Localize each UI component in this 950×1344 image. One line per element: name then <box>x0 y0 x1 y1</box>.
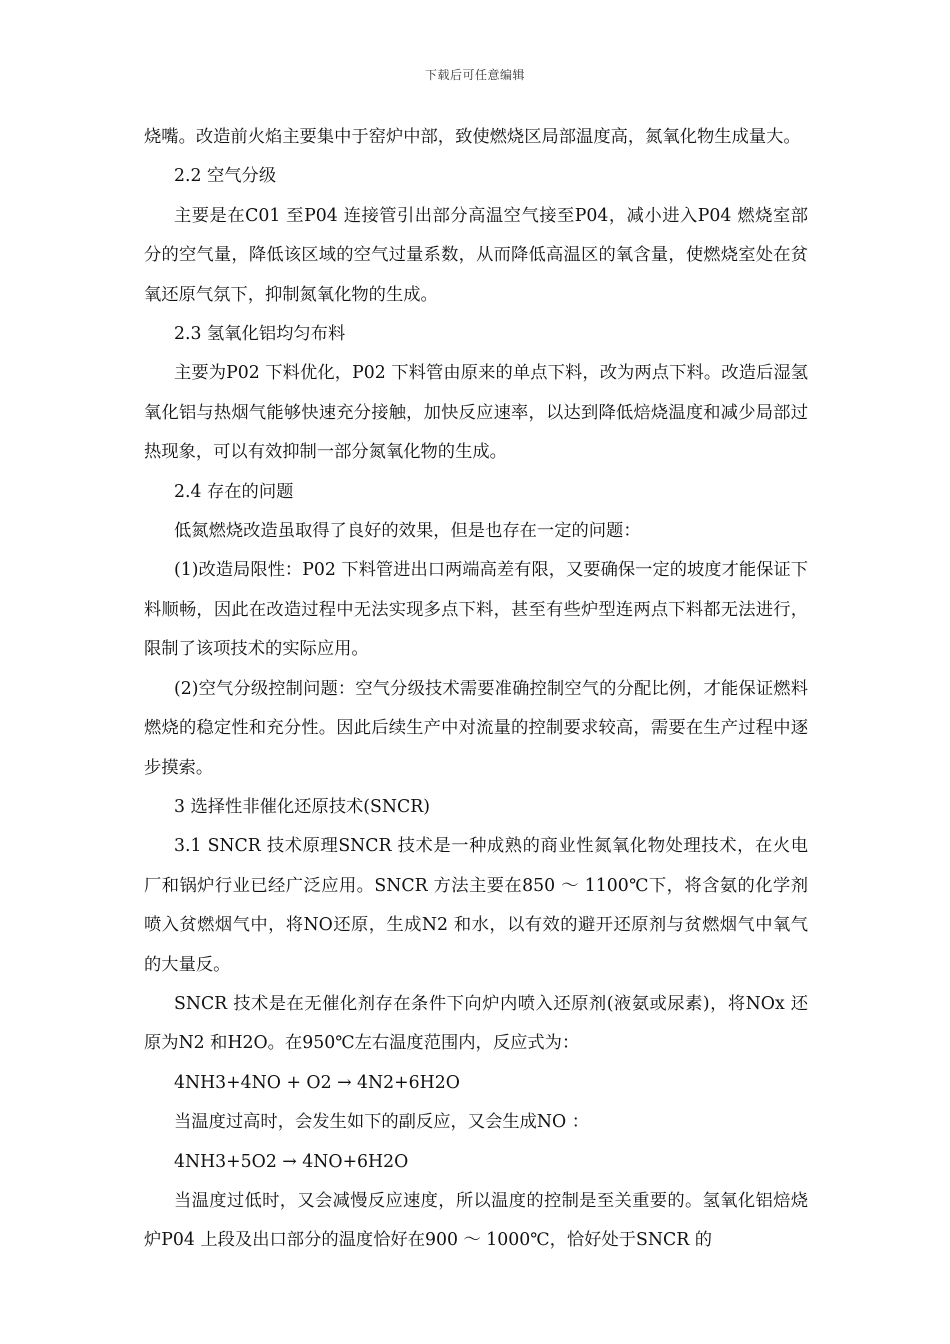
list-item: (2)空气分级控制问题：空气分级技术需要准确控制空气的分配比例，才能保证燃料燃烧的稳定性和充分性。因此后续生产中对流量的控制要求较高，需要在生产过程中逐步摸索。 <box>144 678 808 778</box>
page-header: 下载后可任意编辑 <box>424 68 525 82</box>
paragraph-continuation: 烧嘴。改造前火焰主要集中于窑炉中部，致使燃烧区局部温度高，氮氧化物生成量大。 <box>144 127 801 147</box>
reaction-equation: 4NH3+4NO + O2 → 4N2+6H2O <box>174 1072 460 1093</box>
section-heading-3: 3 选择性非催化还原技术(SNCR) <box>174 796 430 817</box>
document-body <box>144 118 808 1261</box>
paragraph: 当温度过低时，又会减慢反应速度，所以温度的控制是至关重要的。氢氧化铝焙烧炉P04 上段及出口部分的温度恰好在900 ～ 1000℃，恰好处于SNCR 的 <box>144 1190 808 1251</box>
paragraph: 主要是在C01 至P04 连接管引出部分高温空气接至P04，减小进入P04 燃烧室部分的空气量，降低该区域的空气过量系数，从而降低高温区的氧含量，使燃烧室处在贫氧还原气氛下，抑制氮氧化物的生成。 <box>144 205 808 305</box>
section-heading-2-4: 2.4 存在的问题 <box>174 481 294 502</box>
list-item: (1)改造局限性：P02 下料管进出口两端高差有限，又要确保一定的坡度才能保证下料顺畅，因此在改造过程中无法实现多点下料，甚至有些炉型连两点下料都无法进行，限制了该项技术的实际应用。 <box>144 560 808 660</box>
paragraph: SNCR 技术是在无催化剂存在条件下向炉内喷入还原剂(液氨或尿素)，将NOx 还原为N2 和H2O。在950℃左右温度范围内，反应式为： <box>144 993 808 1054</box>
paragraph: 当温度过高时，会发生如下的副反应，又会生成NO ： <box>174 1112 589 1133</box>
paragraph: 主要为P02 下料优化，P02 下料管由原来的单点下料，改为两点下料。改造后湿氢氧化铝与热烟气能够快速充分接触，加快反应速率，以达到降低焙烧温度和减少局部过热现象，可以有效抑制一部分氮氧化物的生成。 <box>144 363 808 463</box>
section-heading-2-2: 2.2 空气分级 <box>174 166 277 187</box>
paragraph: 低氮燃烧改造虽取得了良好的效果，但是也存在一定的问题： <box>174 521 641 542</box>
reaction-equation: 4NH3+5O2 → 4NO+6H2O <box>174 1151 409 1172</box>
paragraph: 3.1 SNCR 技术原理SNCR 技术是一种成熟的商业性氮氧化物处理技术，在火电厂和锅炉行业已经广泛应用。SNCR 方法主要在850 ～ 1100℃下，将含氨的化学剂喷入贫燃烟气中，将NO还原，生成N2 和水，以有效的避开还原剂与贫燃烟气中氧气的大量反。 <box>144 836 808 975</box>
section-heading-2-3: 2.3 氢氧化铝均匀布料 <box>174 324 346 345</box>
